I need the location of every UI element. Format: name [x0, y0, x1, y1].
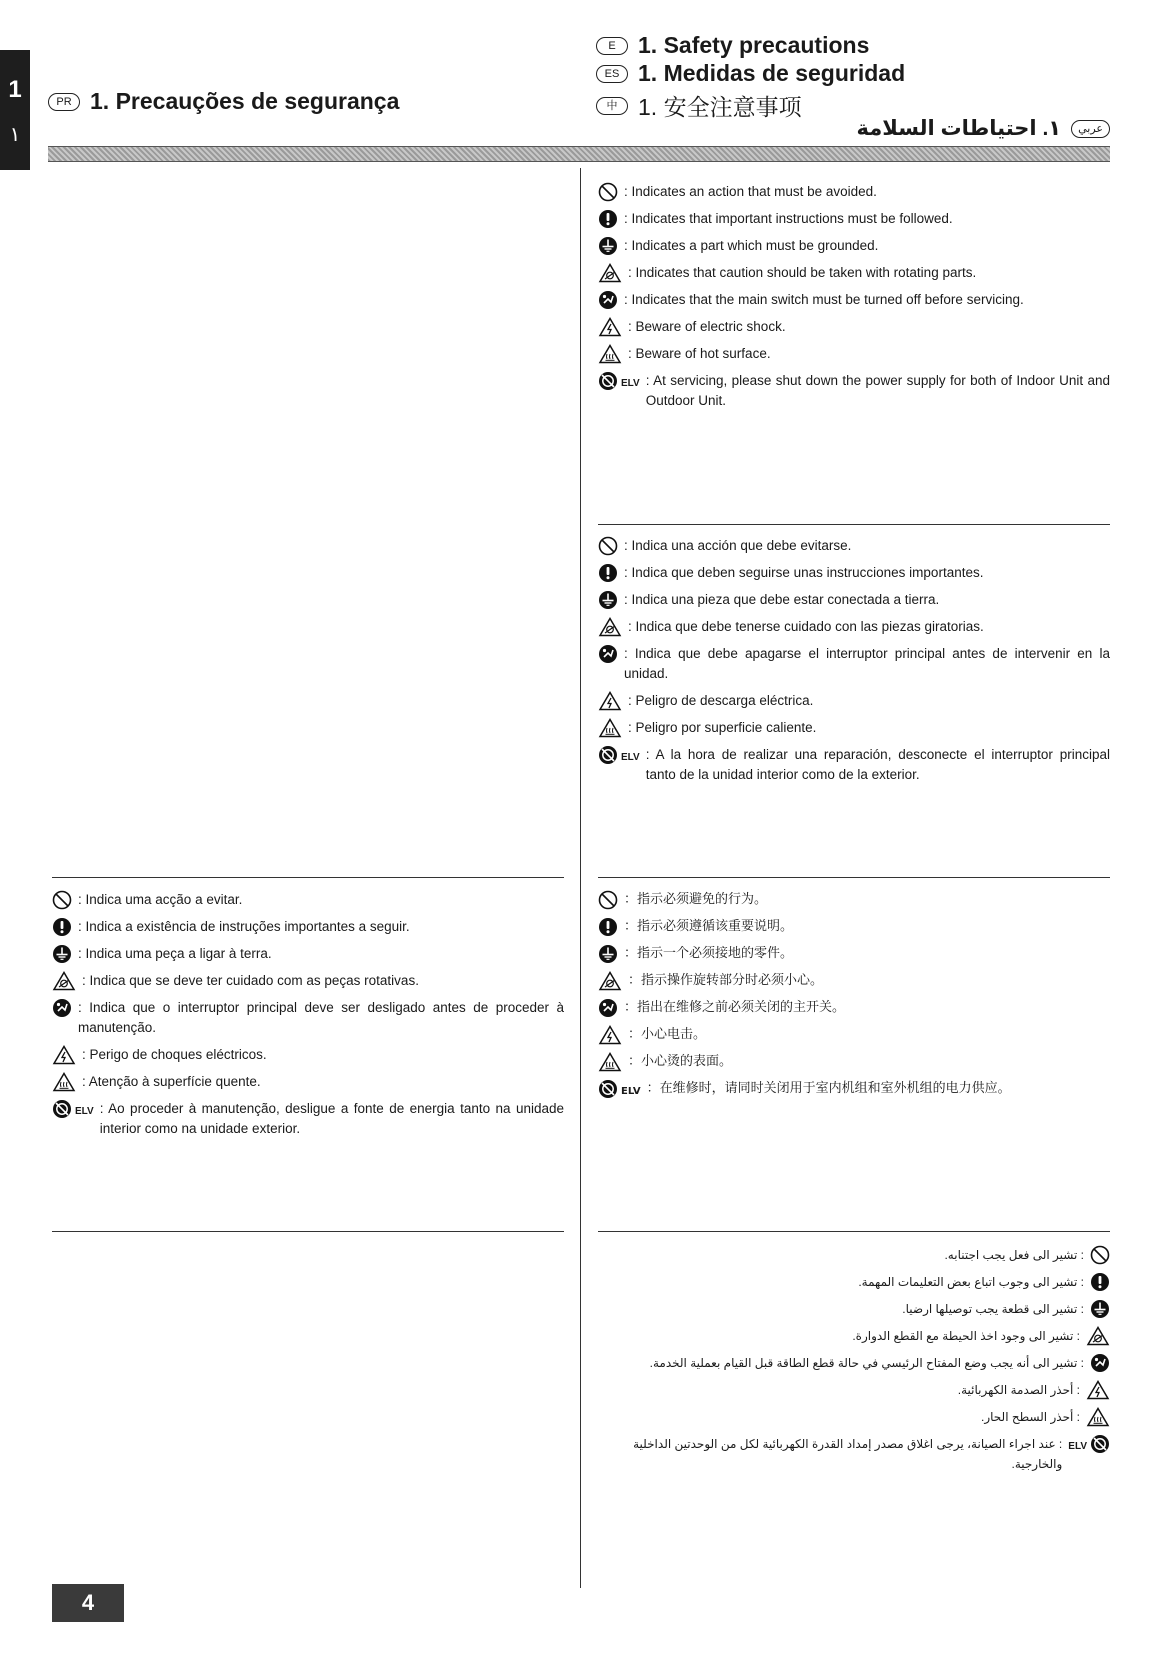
list-item: ：指示一个必须接地的零件。 — [598, 944, 1110, 964]
heading-ar-title: ١. احتياطات السلامة — [856, 117, 1062, 140]
list-item: ：小心电击。 — [598, 1025, 1110, 1045]
page-number: 4 — [52, 1584, 124, 1622]
electric-shock-icon — [1086, 1380, 1110, 1400]
list-item: : أحذر الصدمة الكهربائية. — [598, 1380, 1110, 1400]
heading-zh — [596, 89, 802, 122]
list-item: : Indicates that the main switch must be turned off before servicing. — [598, 290, 1110, 310]
list-item: : Indica que o interruptor principal deve ser desligado antes de proceder à manutenção. — [52, 998, 564, 1038]
list-item: : Peligro de descarga eléctrica. — [598, 691, 1110, 711]
mandatory-icon — [598, 209, 618, 229]
list-item: ELV : Ao proceder à manutenção, desligue a fonte de energia tanto na unidade interior como na unidade exterior. — [52, 1099, 564, 1139]
switch-off-icon — [598, 644, 618, 664]
list-item: ：指出在维修之前必须关闭的主开关。 — [598, 998, 1110, 1018]
list-item: : Indica a existência de instruções importantes a seguir. — [52, 917, 564, 937]
electric-shock-icon — [598, 691, 622, 711]
column-divider — [580, 168, 581, 1588]
hot-surface-icon — [598, 718, 622, 738]
list-item: : Indica uma acção a evitar. — [52, 890, 564, 910]
rotating-parts-icon — [1086, 1326, 1110, 1346]
list-item: : تشير الى أنه يجب وضع المفتاح الرئيسي في حالة قطع الطاقة قبل القيام بعملية الخدمة. — [598, 1353, 1110, 1373]
elv-icon: ELV — [598, 371, 640, 391]
heading-zh-title: 1. 安全注意事项 — [638, 94, 802, 120]
elv-icon: ELV — [52, 1099, 94, 1119]
list-item: ELV : At servicing, please shut down the power supply for both of Indoor Unit and Outdoor Unit. — [598, 371, 1110, 411]
lang-badge-pr: PR — [48, 93, 80, 111]
list-item: : Indica que deben seguirse unas instrucciones importantes. — [598, 563, 1110, 583]
rotating-parts-icon — [598, 617, 622, 637]
heading-en — [596, 32, 869, 59]
electric-shock-icon — [52, 1045, 76, 1065]
ground-icon — [598, 590, 618, 610]
divider-zh — [598, 877, 1110, 878]
list-item: ：小心烫的表面。 — [598, 1052, 1110, 1072]
prohibition-icon — [598, 536, 618, 556]
heading-en-title: 1. Safety precautions — [638, 32, 870, 58]
hot-surface-icon — [52, 1072, 76, 1092]
rotating-parts-icon — [598, 263, 622, 283]
elv-icon: ELV — [598, 745, 640, 765]
list-item: : Indicates that important instructions must be followed. — [598, 209, 1110, 229]
hot-surface-icon — [598, 1052, 622, 1072]
switch-off-icon — [598, 290, 618, 310]
divider-es — [598, 524, 1110, 525]
ground-icon — [598, 944, 618, 964]
elv-icon: ELV — [598, 1079, 641, 1099]
elv-icon: ELV — [1068, 1434, 1110, 1454]
list-item: ：指示必须避免的行为。 — [598, 890, 1110, 910]
header-banner — [48, 146, 1110, 162]
list-item: ：指示操作旋转部分时必须小心。 — [598, 971, 1110, 991]
section-es — [598, 536, 1110, 792]
electric-shock-icon — [598, 1025, 622, 1045]
lang-badge-zh: 中 — [596, 97, 628, 115]
rotating-parts-icon — [598, 971, 622, 991]
list-item: : Atenção à superfície quente. — [52, 1072, 564, 1092]
lang-badge-ar: عربي — [1071, 120, 1110, 138]
section-en — [598, 182, 1110, 418]
prohibition-icon — [52, 890, 72, 910]
heading-pr-title: 1. Precauções de segurança — [90, 88, 400, 114]
list-item: : Peligro por superficie caliente. — [598, 718, 1110, 738]
list-item: : تشير الى وجوب اتباع بعض التعليمات المهمة. — [598, 1272, 1110, 1292]
ground-icon — [52, 944, 72, 964]
section-ar — [598, 1245, 1110, 1481]
list-item: : أحذر السطح الحار. — [598, 1407, 1110, 1427]
chapter-number-arabic: ١ — [9, 124, 21, 146]
list-item: : Beware of hot surface. — [598, 344, 1110, 364]
list-item: ELV : عند اجراء الصيانة، يرجى اغلاق مصدر إمداد القدرة الكهربائية لكل من الوحدتين الداخلية والخارجية. — [598, 1434, 1110, 1474]
electric-shock-icon — [598, 317, 622, 337]
lang-badge-es: ES — [596, 65, 628, 83]
list-item: : Beware of electric shock. — [598, 317, 1110, 337]
prohibition-icon — [598, 890, 618, 910]
list-item: : Indica una acción que debe evitarse. — [598, 536, 1110, 556]
divider-left-bottom — [52, 1231, 564, 1232]
list-item: : Indicates that caution should be taken with rotating parts. — [598, 263, 1110, 283]
list-item: : تشير الى فعل يجب اجتنابه. — [598, 1245, 1110, 1265]
divider-ar — [598, 1231, 1110, 1232]
section-zh — [598, 890, 1110, 1106]
list-item: : تشير الى وجود اخذ الحيطة مع القطع الدوارة. — [598, 1326, 1110, 1346]
ground-icon — [1090, 1299, 1110, 1319]
list-item: : تشير الى قطعة يجب توصيلها ارضيا. — [598, 1299, 1110, 1319]
list-item: ELV ：在维修时，请同时关闭用于室内机组和室外机组的电力供应。 — [598, 1079, 1110, 1099]
list-item: : Indicates a part which must be grounded. — [598, 236, 1110, 256]
switch-off-icon — [52, 998, 72, 1018]
list-item: : Indica que se deve ter cuidado com as peças rotativas. — [52, 971, 564, 991]
chapter-tab — [0, 50, 30, 170]
mandatory-icon — [598, 917, 618, 937]
list-item: : Indica que debe apagarse el interruptor principal antes de intervenir en la unidad. — [598, 644, 1110, 684]
chapter-number: 1 — [8, 76, 22, 103]
mandatory-icon — [598, 563, 618, 583]
prohibition-icon — [598, 182, 618, 202]
switch-off-icon — [598, 998, 618, 1018]
list-item: : Indica uma peça a ligar à terra. — [52, 944, 564, 964]
heading-es-title: 1. Medidas de seguridad — [638, 60, 906, 86]
heading-ar — [857, 116, 1110, 141]
ground-icon — [598, 236, 618, 256]
rotating-parts-icon — [52, 971, 76, 991]
list-item: : Indicates an action that must be avoided. — [598, 182, 1110, 202]
list-item: ELV : A la hora de realizar una reparación, desconecte el interruptor principal tanto de la unidad interior como de la exterior. — [598, 745, 1110, 785]
heading-pr — [48, 88, 399, 115]
prohibition-icon — [1090, 1245, 1110, 1265]
list-item: : Indica una pieza que debe estar conectada a tierra. — [598, 590, 1110, 610]
hot-surface-icon — [598, 344, 622, 364]
hot-surface-icon — [1086, 1407, 1110, 1427]
mandatory-icon — [52, 917, 72, 937]
list-item: : Indica que debe tenerse cuidado con las piezas giratorias. — [598, 617, 1110, 637]
switch-off-icon — [1090, 1353, 1110, 1373]
heading-es — [596, 60, 905, 87]
lang-badge-en: E — [596, 37, 628, 55]
list-item: ：指示必须遵循该重要说明。 — [598, 917, 1110, 937]
list-item: : Perigo de choques eléctricos. — [52, 1045, 564, 1065]
mandatory-icon — [1090, 1272, 1110, 1292]
section-pr — [52, 890, 564, 1146]
divider-pr — [52, 877, 564, 878]
